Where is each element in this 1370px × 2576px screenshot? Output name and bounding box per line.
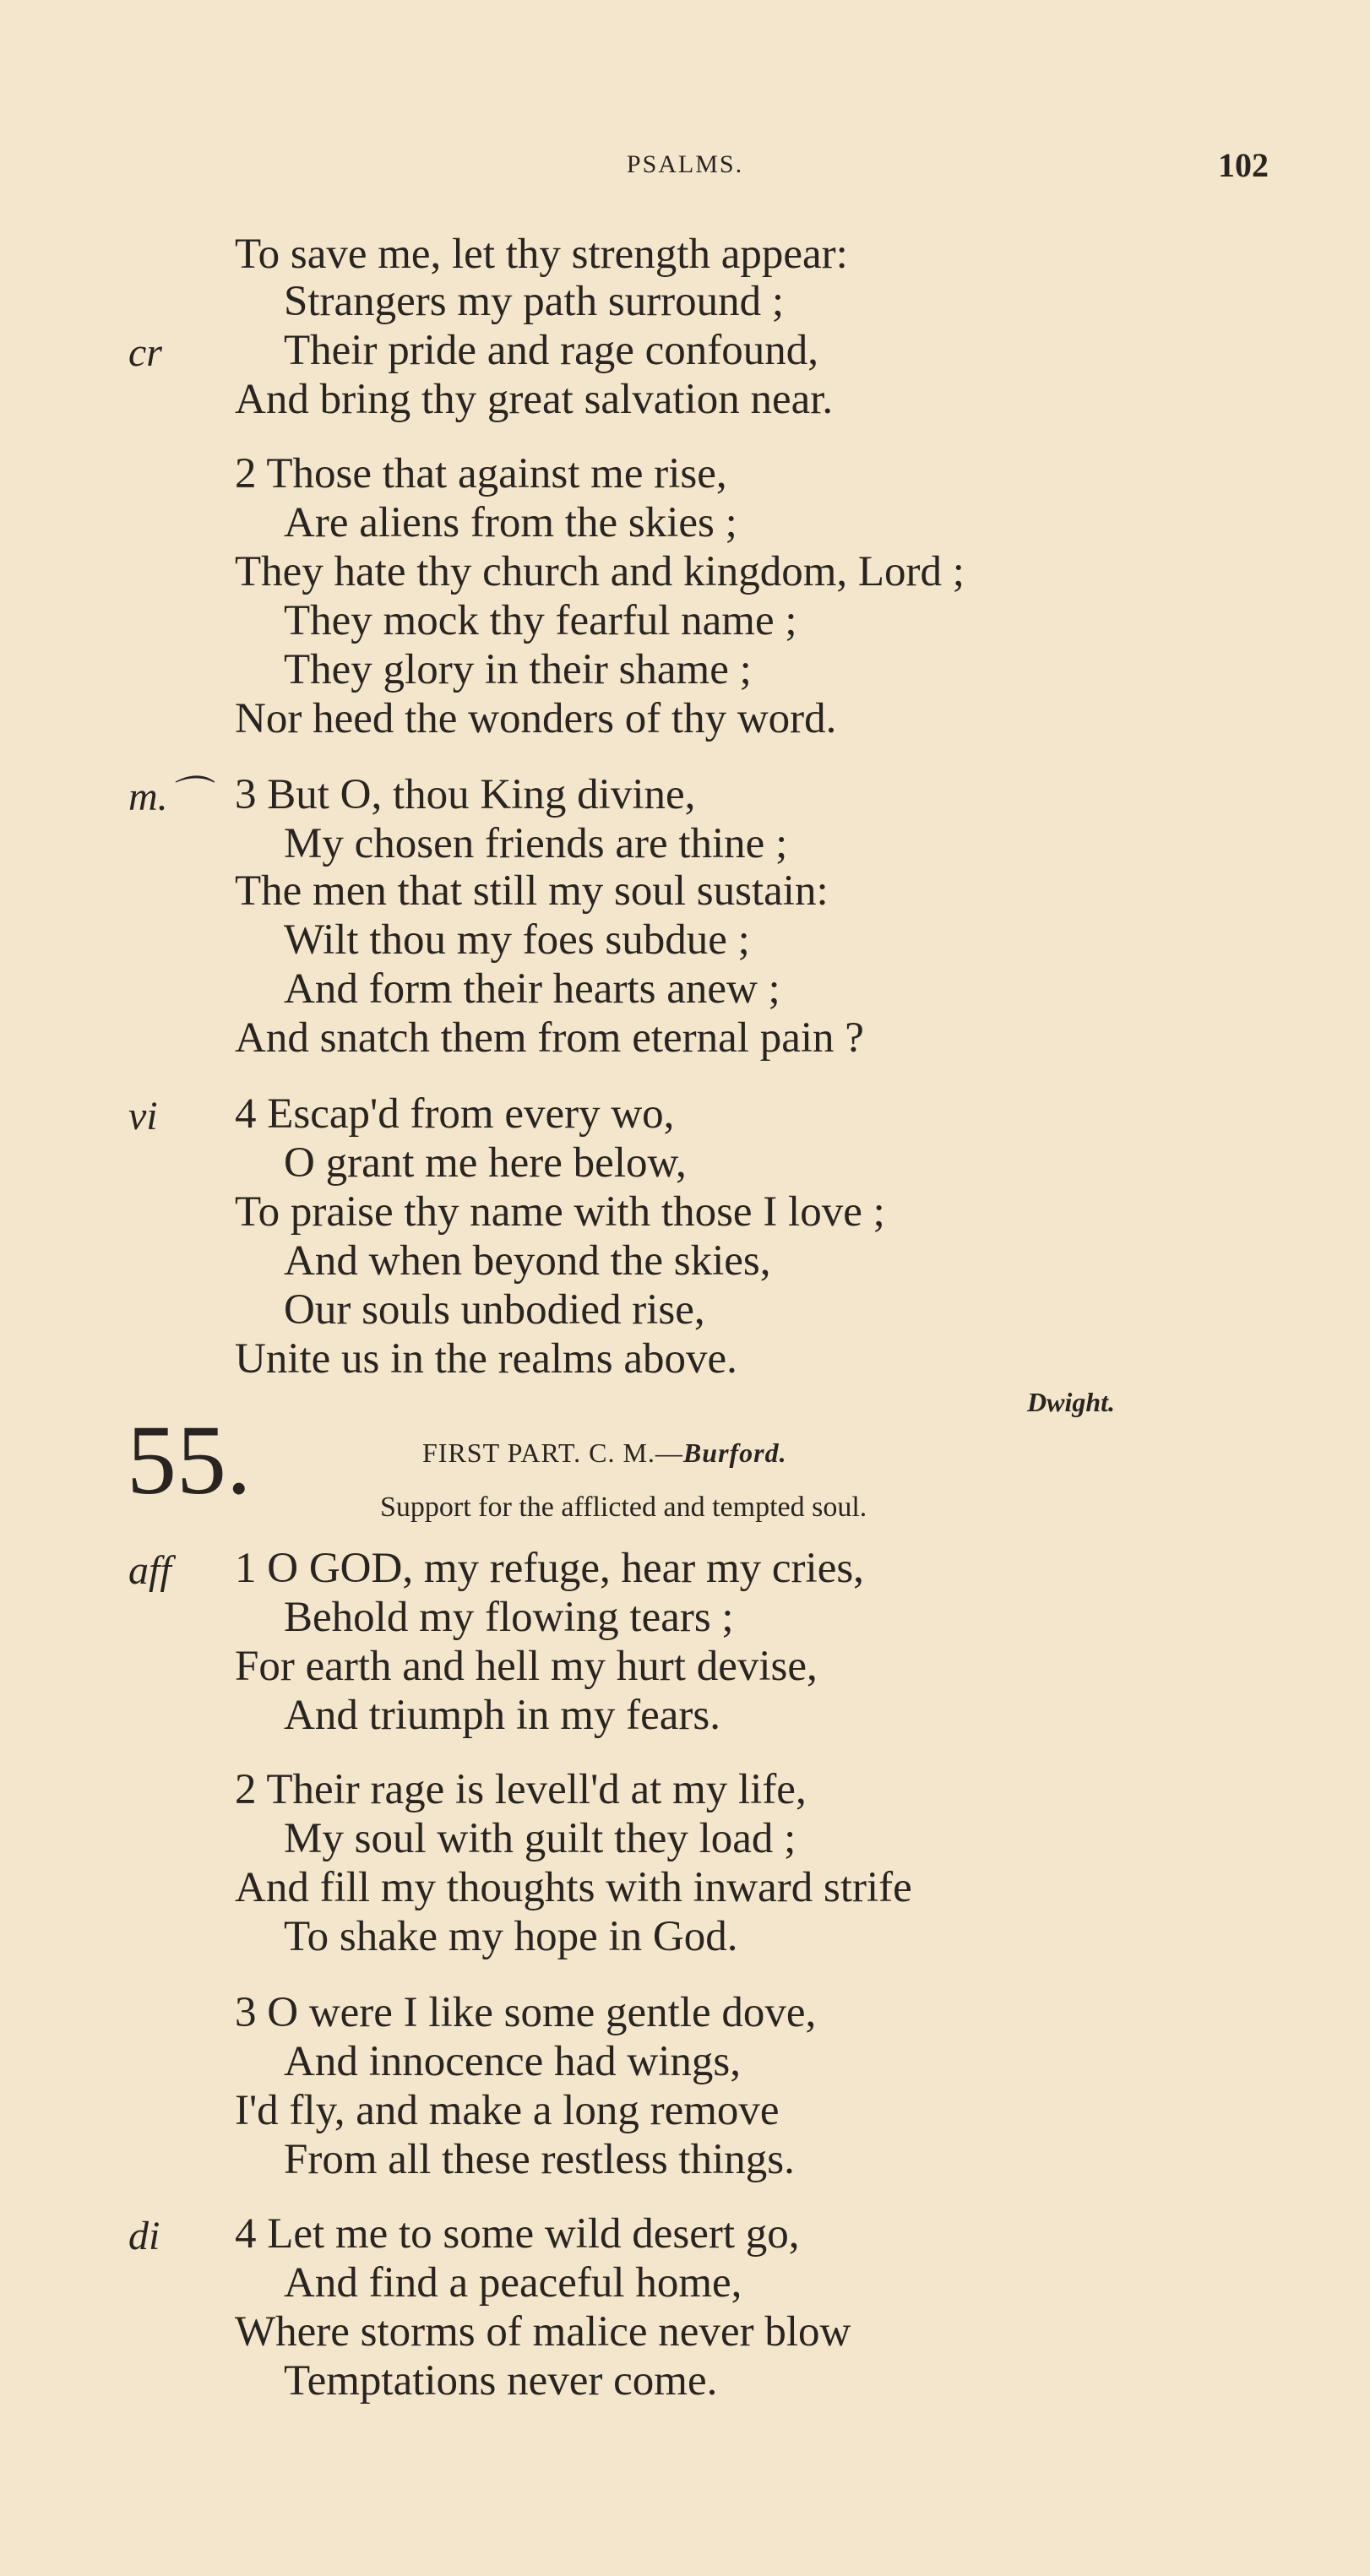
verse-line: Strangers my path surround ; — [284, 278, 785, 325]
verse-line: Our souls unbodied rise, — [284, 1286, 705, 1334]
verse-line: 3 But O, thou King divine, — [235, 771, 696, 818]
expression-mark: vi — [128, 1094, 158, 1139]
verse-line: To save me, let thy strength appear: — [235, 231, 848, 278]
hymn-tune: Burford. — [682, 1437, 787, 1468]
verse-line: 2 Their rage is levell'd at my life, — [235, 1766, 807, 1813]
verse-line: And bring thy great salvation near. — [235, 376, 834, 423]
verse-line: Behold my flowing tears ; — [284, 1594, 734, 1641]
verse-line: And triumph in my fears. — [284, 1692, 720, 1739]
verse-line: And fill my thoughts with inward strife — [235, 1864, 912, 1911]
verse-line: To shake my hope in God. — [284, 1913, 738, 1960]
verse-line: And snatch them from eternal pain ? — [235, 1014, 864, 1062]
verse-line: Are aliens from the skies ; — [284, 499, 737, 546]
verse-line: They mock thy fearful name ; — [284, 597, 797, 644]
hymn-meter: FIRST PART. C. M.— — [422, 1437, 683, 1468]
verse-line: And innocence had wings, — [284, 2038, 742, 2085]
verse-line: 4 Escap'd from every wo, — [235, 1090, 675, 1138]
verse-line: My chosen friends are thine ; — [284, 820, 788, 867]
verse-line: And when beyond the skies, — [284, 1237, 771, 1285]
verse-line: 2 Those that against me rise, — [235, 450, 727, 497]
verse-line: Wilt thou my foes subdue ; — [284, 916, 750, 964]
verse-line: For earth and hell my hurt devise, — [235, 1643, 818, 1690]
verse-line: They glory in their shame ; — [284, 646, 752, 693]
verse-line: Temptations never come. — [284, 2357, 718, 2405]
verse-line: To praise thy name with those I love ; — [235, 1188, 885, 1236]
expression-mark: di — [128, 2214, 160, 2258]
expression-mark: cr — [128, 330, 162, 375]
verse-line: They hate thy church and kingdom, Lord ; — [235, 548, 965, 595]
verse-line: Where storms of malice never blow — [235, 2308, 851, 2356]
expression-mark: aff — [128, 1548, 171, 1593]
hymn-heading — [422, 1437, 787, 1469]
verse-line: My soul with guilt they load ; — [284, 1815, 796, 1862]
hymn-subtitle: Support for the afflicted and tempted soul. — [380, 1492, 867, 1523]
verse-line: Nor heed the wonders of thy word. — [235, 695, 837, 742]
page-header-title: PSALMS. — [626, 150, 744, 178]
verse-line: The men that still my soul sustain: — [235, 867, 829, 915]
verse-line: 4 Let me to some wild desert go, — [235, 2210, 800, 2258]
verse-line: Unite us in the realms above. — [235, 1335, 737, 1383]
verse-line: I'd fly, and make a long remove — [235, 2087, 780, 2134]
verse-line: From all these restless things. — [284, 2136, 795, 2183]
verse-line: O grant me here below, — [284, 1139, 687, 1187]
verse-line: Their pride and rage confound, — [284, 327, 818, 374]
author-attribution: Dwight. — [1027, 1387, 1116, 1417]
verse-line: 1 O GOD, my refuge, hear my cries, — [235, 1545, 864, 1592]
verse-line: And find a peaceful home, — [284, 2259, 742, 2307]
page-number: 102 — [1218, 146, 1269, 184]
verse-line: 3 O were I like some gentle dove, — [235, 1989, 817, 2036]
verse-line: And form their hearts anew ; — [284, 965, 780, 1013]
hymn-number: 55. — [127, 1405, 252, 1515]
expression-mark: m.⌒ — [128, 774, 209, 819]
